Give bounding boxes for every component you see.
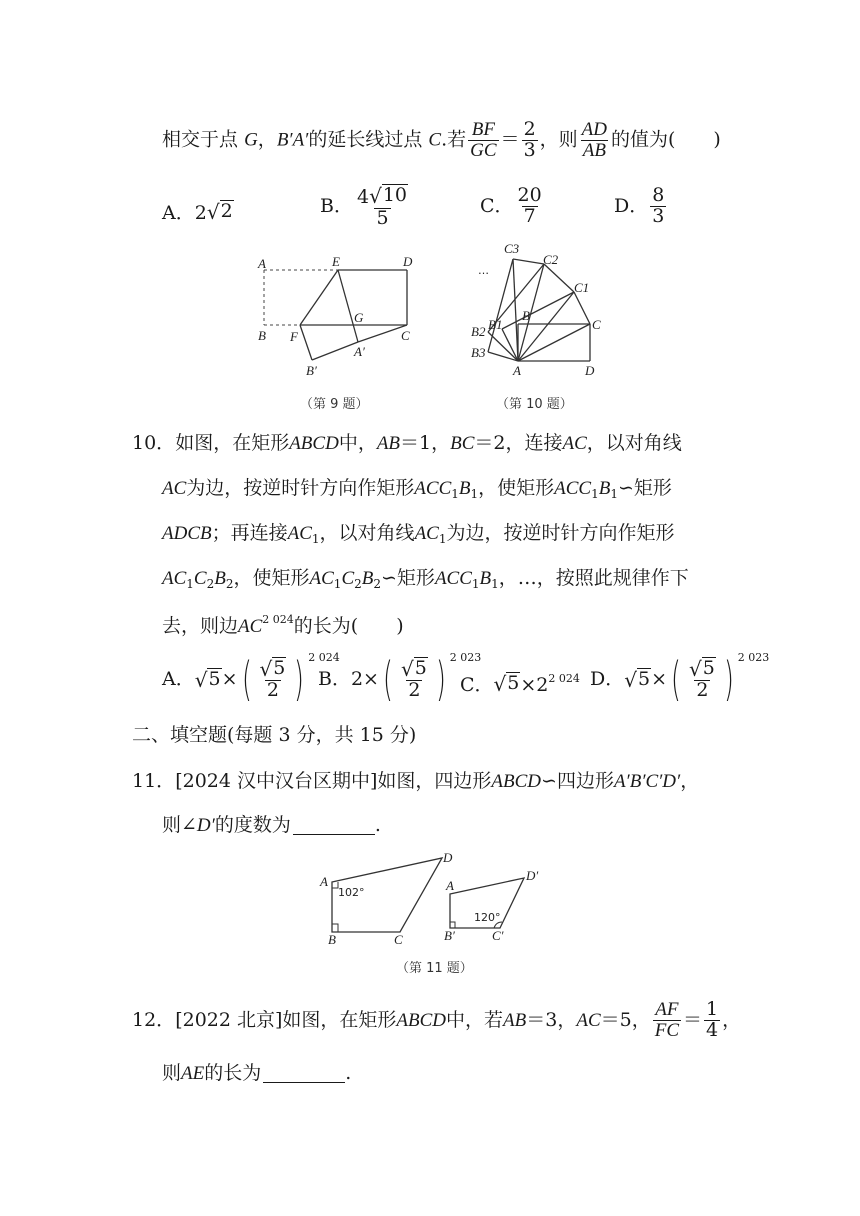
text: 的长为( ) xyxy=(293,615,404,637)
math: AB xyxy=(376,433,401,454)
superscript: 2 024 xyxy=(262,613,294,626)
label-c3: C3 xyxy=(504,241,520,256)
radicand: 5 xyxy=(414,656,427,679)
frac-denominator: GC xyxy=(470,139,497,161)
frac-numerator xyxy=(687,657,718,681)
option-label: D． xyxy=(590,667,625,690)
math: AC xyxy=(576,1009,601,1031)
sqrt-symbol: √ 10 xyxy=(369,183,407,208)
frac-numerator: AD xyxy=(581,119,607,140)
left-paren: ( xyxy=(383,652,393,706)
label-c2: C2 xyxy=(543,252,559,267)
option-label: A． xyxy=(162,201,195,224)
subscript: 2 xyxy=(354,577,362,591)
diagonal-ac1 xyxy=(518,292,574,361)
radicand: 5 xyxy=(702,656,715,679)
answer-blank[interactable] xyxy=(263,1064,345,1083)
subscript: 2 xyxy=(225,577,234,591)
math: B xyxy=(598,478,611,499)
times: × xyxy=(221,667,238,690)
frac-denominator: AB xyxy=(582,139,606,161)
subscript: 1 xyxy=(333,577,342,591)
right-paren: ) xyxy=(723,652,734,706)
frac-numerator xyxy=(399,657,430,681)
math: C xyxy=(193,568,207,589)
text: [2024 汉中汉台区期中]如图，四边形 xyxy=(175,770,492,792)
q10-line-4 xyxy=(162,569,689,590)
sqrt-symbol: √ 5 xyxy=(400,656,427,681)
label-b: B xyxy=(258,328,266,343)
label-b-prime: B′ xyxy=(444,928,455,943)
q11-figure-caption: （第 11 题） xyxy=(396,961,473,976)
q9-option-d-fraction xyxy=(650,186,666,227)
text: 中，若 xyxy=(446,1008,504,1031)
q10-option-d[interactable] xyxy=(590,651,770,706)
sqrt-symbol: √ 5 xyxy=(624,667,651,692)
math: AC xyxy=(162,568,187,589)
label-d: D xyxy=(443,850,453,865)
exponent: 2 023 xyxy=(449,651,482,664)
q9-option-c[interactable] xyxy=(480,186,546,227)
q11-line-1 xyxy=(132,772,699,791)
question-number: 11． xyxy=(132,770,176,792)
answer-blank[interactable] xyxy=(293,816,375,835)
frac-numerator: BF xyxy=(471,119,495,140)
q9-option-a[interactable] xyxy=(162,200,234,223)
q9-text: 的延长线过点 xyxy=(308,128,423,151)
label-c: C xyxy=(394,932,403,947)
radicand: 5 xyxy=(507,672,520,694)
frac-numerator xyxy=(355,184,410,208)
q9-text: ，则 xyxy=(539,128,578,151)
right-paren: ) xyxy=(294,652,305,706)
text: ∽矩形 xyxy=(618,477,672,499)
q12-line-1 xyxy=(132,1000,741,1041)
q10-figure-caption: （第 10 题） xyxy=(496,397,573,412)
text: 则 xyxy=(162,1062,182,1084)
text: ， xyxy=(722,1008,742,1031)
label-c1: C1 xyxy=(574,280,590,295)
q10-figure xyxy=(466,236,616,418)
subscript: 1 xyxy=(438,532,447,546)
subscript: 2 xyxy=(373,577,382,591)
math: B xyxy=(361,568,374,589)
label-g: G xyxy=(354,310,364,325)
frac-denominator: 4 xyxy=(706,1018,719,1041)
math: AC xyxy=(562,433,587,454)
math: ADCB xyxy=(162,523,212,544)
label-a-prime: A xyxy=(446,878,454,893)
text: 为边，按逆时针方向作矩形 xyxy=(446,522,675,544)
math: ACC xyxy=(414,478,452,499)
radicand: 10 xyxy=(382,184,407,206)
q10-figure-svg xyxy=(466,236,616,418)
q10-line-2 xyxy=(162,479,672,500)
frac-denominator: FC xyxy=(654,1019,679,1041)
q9-text: 相交于点 xyxy=(162,128,239,151)
q9-option-b-fraction xyxy=(355,184,410,229)
sqrt-symbol: √ 5 xyxy=(194,667,221,692)
math: B xyxy=(214,568,226,589)
label-b: B xyxy=(522,308,530,323)
math: B xyxy=(458,478,471,499)
math: AC xyxy=(414,523,439,544)
section-title: 二、填空题(每题 3 分，共 15 分) xyxy=(132,724,417,746)
text: ＝5， xyxy=(600,1008,651,1031)
text: ；再连接 xyxy=(211,522,288,544)
q9-option-c-fraction xyxy=(516,186,544,227)
q9-fraction-2-3 xyxy=(522,120,538,161)
left-paren: ( xyxy=(241,652,252,706)
text: 为边，按逆时针方向作矩形 xyxy=(186,477,415,499)
radicand: 5 xyxy=(273,656,286,679)
question-number: 12． xyxy=(132,1008,176,1031)
subscript: 1 xyxy=(610,487,618,501)
segment-fb xyxy=(300,325,312,360)
frac-denominator: 2 xyxy=(408,679,421,702)
times: × xyxy=(651,667,667,690)
label-b-prime: B′ xyxy=(306,363,317,378)
coef: 4 xyxy=(356,185,370,208)
math: ABCD xyxy=(289,433,339,454)
radicand: 2 xyxy=(220,200,233,222)
option-label: B． xyxy=(320,194,353,217)
times: ×2 xyxy=(520,673,549,696)
subscript: 1 xyxy=(491,577,499,591)
segment-ab1 xyxy=(502,329,518,361)
label-a: A xyxy=(258,256,266,271)
math: D′ xyxy=(196,815,215,836)
q9-text: 的值为( ) xyxy=(611,128,721,151)
frac-numerator: 8 xyxy=(652,184,665,206)
text: 的度数为 xyxy=(214,814,291,836)
frac-denominator: 3 xyxy=(652,204,665,227)
angle-label-a: 102° xyxy=(338,886,365,899)
text: ， xyxy=(680,770,700,792)
frac-denominator: 3 xyxy=(523,138,536,161)
math: AC xyxy=(162,478,187,499)
frac-denominator: 5 xyxy=(376,206,389,229)
segment-ef xyxy=(300,270,338,325)
q9-figure-svg xyxy=(250,252,430,418)
segment-ac xyxy=(358,325,407,342)
left-paren: ( xyxy=(671,652,681,706)
sqrt-symbol: √ 5 xyxy=(259,656,286,681)
q10-line-5 xyxy=(162,614,404,636)
frac-numerator: 2 xyxy=(523,118,536,140)
segment-ba xyxy=(312,342,358,360)
text: 则∠ xyxy=(162,814,197,836)
option-label: C． xyxy=(460,673,494,696)
q9-figure xyxy=(250,252,430,418)
label-c: C xyxy=(592,317,601,332)
math: A′B′C′D′ xyxy=(613,771,681,792)
q9-option-d[interactable] xyxy=(614,186,668,227)
radicand: 5 xyxy=(637,668,651,691)
label-b: B xyxy=(328,932,336,947)
q9-segment: B′A′ xyxy=(276,129,309,151)
frac-numerator xyxy=(257,657,288,681)
frac-numerator: 20 xyxy=(517,184,542,206)
segment-c2c3 xyxy=(513,259,544,264)
text: 的长为 xyxy=(204,1062,262,1084)
q10-line-3 xyxy=(162,524,675,545)
diagonal-ac3 xyxy=(513,259,518,361)
question-number: 10． xyxy=(132,432,176,454)
math: AB xyxy=(503,1009,527,1031)
sqrt-symbol: √ 5 xyxy=(493,671,520,696)
q9-stem-line xyxy=(162,120,721,161)
coef: 2× xyxy=(350,667,379,690)
math: BC xyxy=(450,433,475,454)
math: ABCD xyxy=(491,771,542,792)
q12-line-2 xyxy=(162,1064,351,1083)
q11-line-2 xyxy=(162,816,381,835)
text: ，以对角线 xyxy=(586,432,682,454)
text: ∽四边形 xyxy=(541,770,614,792)
text: . xyxy=(374,814,381,836)
segment-ea xyxy=(338,270,358,342)
math: ACC xyxy=(554,478,592,499)
math: B xyxy=(479,568,492,589)
label-a-prime: A′ xyxy=(354,344,365,359)
frac-numerator: AF xyxy=(655,999,679,1020)
option-label: A． xyxy=(162,667,195,690)
segment-c1c2 xyxy=(544,264,574,292)
subscript: 2 xyxy=(206,577,215,591)
label-c: C xyxy=(401,328,410,343)
q9-figure-caption: （第 9 题） xyxy=(300,397,369,412)
math: C xyxy=(341,568,355,589)
sqrt-symbol: √ 5 xyxy=(688,656,715,681)
text: [2022 北京]如图，在矩形 xyxy=(175,1008,397,1031)
q11-figure xyxy=(316,848,556,980)
label-f: F xyxy=(290,329,298,344)
text: ，…，按照此规律作下 xyxy=(498,567,689,589)
q9-point-c: C xyxy=(428,129,442,151)
q9-fraction-bf-gc xyxy=(468,120,498,161)
subscript: 1 xyxy=(471,577,480,591)
label-b3: B3 xyxy=(471,345,486,360)
label-b1: B1 xyxy=(488,317,503,332)
subscript: 1 xyxy=(186,577,194,591)
radicand: 5 xyxy=(208,668,221,691)
q9-point-g: G xyxy=(244,129,258,151)
text: 如图，在矩形 xyxy=(175,432,290,454)
q10-line-1 xyxy=(132,434,682,453)
text: ＝3， xyxy=(526,1008,577,1031)
text: . xyxy=(345,1062,352,1084)
right-angle-b xyxy=(332,924,338,932)
fraction xyxy=(687,657,718,702)
q10-option-c[interactable] xyxy=(460,672,580,695)
right-paren: ) xyxy=(435,652,446,706)
text: 去，则边 xyxy=(162,615,239,637)
fraction xyxy=(257,657,288,702)
math: AC xyxy=(238,616,263,637)
option-label: C． xyxy=(480,194,514,217)
exponent: 2 024 xyxy=(308,651,340,664)
equals: ＝ xyxy=(683,1008,703,1031)
q12-fraction-af-fc xyxy=(653,1000,681,1041)
text: ，使矩形 xyxy=(478,477,555,499)
q11-figure-svg xyxy=(316,848,556,980)
label-d: D xyxy=(403,254,413,269)
frac-denominator: 2 xyxy=(696,679,709,702)
exponent: 2 023 xyxy=(737,651,770,664)
option-label: B． xyxy=(318,667,351,690)
label-d-prime: D′ xyxy=(526,868,539,883)
subscript: 1 xyxy=(470,487,479,501)
text: ＝1， xyxy=(400,432,451,454)
text: ，以对角线 xyxy=(319,522,415,544)
segment-cc1 xyxy=(574,292,590,324)
label-a: A xyxy=(320,874,328,889)
option-label: D． xyxy=(614,194,649,217)
diagonal-ac xyxy=(518,324,590,361)
subscript: 1 xyxy=(451,487,459,501)
q9-text: .若 xyxy=(441,128,467,151)
math: AC xyxy=(287,523,312,544)
math: AE xyxy=(181,1063,205,1084)
math: ABCD xyxy=(396,1009,447,1031)
q9-comma: ， xyxy=(257,128,277,151)
frac-denominator: 2 xyxy=(266,679,279,702)
label-b2: B2 xyxy=(471,324,486,339)
exponent: 2 024 xyxy=(548,671,580,685)
label-e: E xyxy=(332,254,340,269)
subscript: 1 xyxy=(311,532,320,546)
equals: ＝ xyxy=(500,128,520,151)
option-coef: 2 xyxy=(194,201,207,224)
fraction xyxy=(399,657,430,702)
text: 中， xyxy=(338,432,377,454)
subscript: 1 xyxy=(591,487,599,501)
q9-fraction-ad-ab xyxy=(580,120,609,161)
text: ∽矩形 xyxy=(381,567,435,589)
q12-fraction-1-4 xyxy=(704,1000,720,1041)
angle-label-c-prime: 120° xyxy=(474,911,501,924)
math: ACC xyxy=(434,568,472,589)
text: ＝2，连接 xyxy=(474,432,563,454)
q9-option-b[interactable] xyxy=(320,184,412,229)
frac-denominator: 7 xyxy=(523,204,536,227)
label-a: A xyxy=(513,363,521,378)
sqrt-symbol: √ 2 xyxy=(206,199,233,224)
math: AC xyxy=(309,568,334,589)
label-d: D xyxy=(585,363,595,378)
frac-numerator: 1 xyxy=(706,998,719,1020)
ellipsis: … xyxy=(478,264,489,277)
q10-option-a[interactable] xyxy=(162,651,340,706)
text: ，使矩形 xyxy=(233,567,310,589)
label-c-prime: C′ xyxy=(492,928,504,943)
